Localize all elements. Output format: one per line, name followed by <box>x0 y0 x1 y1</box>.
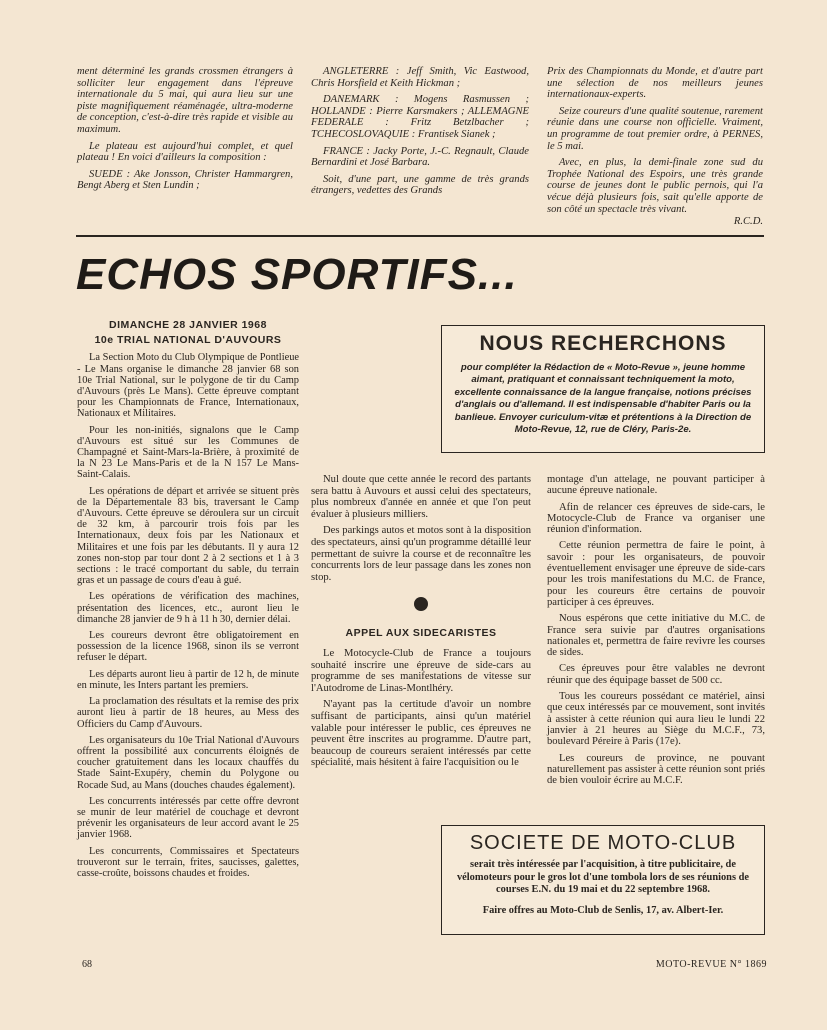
moto-club-ad-title: SOCIETE DE MOTO-CLUB <box>469 832 737 854</box>
paragraph: Les coureurs devront être obligatoirement en possession de la licence 1968, sinon ils se verront refuser le départ. <box>77 630 299 664</box>
paragraph: Prix des Championnats du Monde, et d'autre part une sélection de nos meilleurs jeunes internationaux-experts. <box>547 66 763 101</box>
paragraph: montage d'un attelage, ne pouvant participer à aucune épreuve nationale. <box>547 474 765 497</box>
job-ad-title: NOUS RECHERCHONS <box>479 332 727 355</box>
paragraph: Seize coureurs d'une qualité soutenue, rarement réunie dans une course non officielle. Vraiment, un programme de tout premier ordre, à PERNES, le 5 mai. <box>547 105 763 152</box>
paragraph: Les organisateurs du 10e Trial National d'Auvours offrent la possibilité aux concurrents éloignés de coucher gratuitement dans les locaux chauffés du Stade Saint-Exupéry, chemin du Polygone ou Rocade Sud, au Mans (douches chaudes également). <box>77 734 299 791</box>
job-ad-box <box>441 325 765 453</box>
paragraph: Soit, d'une part, une gamme de très grands étrangers, vedettes des Grands <box>311 173 529 197</box>
paragraph: Le Motocycle-Club de France a toujours souhaité inscrire une épreuve de side-cars au programme de ses manifestations de vitesse sur l'Autodrome de Linas-Montlhéry. <box>311 647 531 694</box>
paragraph: Le plateau est aujourd'hui complet, et quel plateau ! En voici d'ailleurs la composition : <box>77 140 293 164</box>
page-number: 68 <box>82 959 92 970</box>
paragraph: Cette réunion permettra de faire le point, à savoir : pour les organisateurs, de pouvoir éventuellement envisager une épreuve de side-cars pour les trois manifestations du M.C. de France, pour les coureurs être certains de pouvoir participer à ces épreuves. <box>547 540 765 608</box>
top-column-2 <box>311 66 529 202</box>
paragraph: Les opérations de vérification des machines, présentation des licences, etc., auront lieu le dimanche 28 janvier de 9 h à 11 h 30, dernier délai. <box>77 591 299 625</box>
right-column <box>547 474 765 791</box>
paragraph: ANGLETERRE : Jeff Smith, Vic Eastwood, Chris Horsfield et Keith Hickman ; <box>311 66 529 89</box>
paragraph: Les concurrents intéressés par cette offre devront se munir de leur matériel de couchage et devront prévenir les organisateurs de leur accord avant le 25 janvier 1968. <box>77 795 299 841</box>
paragraph: N'ayant pas la certitude d'avoir un nombre suffisant de participants, ainsi qu'un matériel valable pour intéresser le public, ces épreuves ne peuvent être inscrites au programme. D'autre part, beaucoup de coureurs seraient intéressés par cette spécialité, mais hésitent à faire l'acquisition ou le <box>311 699 531 769</box>
paragraph: Des parkings autos et motos sont à la disposition des spectateurs, ainsi qu'un programme détaillé leur permettant de suivre la course et de reconnaître les concurrents lors de leur passage dans les zones non stop. <box>311 525 531 583</box>
paragraph: Nul doute que cette année le record des partants sera battu à Auvours et aussi celui des spectateurs, plus nombreux d'année en année et que l'on peut évaluer à plusieurs milliers. <box>311 474 531 520</box>
paragraph: Les opérations de départ et arrivée se situent près de la Départementale 83 bis, traversant le Camp d'Auvours. Cette épreuve se déroulera sur un circuit de 32 km, à parcourir trois fois par les Internationaux, deux fois par les Nationaux et Militaires et une fois par les débutants. Il y aura 12 zones non-stop par tour dont 2 à 2 sections et 1 à 3 sections : le tracé comportant du sable, du terrain gras et un passage de cours d'eau à gué. <box>77 485 299 587</box>
paragraph: SUEDE : Ake Jonsson, Christer Hammargren, Bengt Aberg et Sten Lundin ; <box>77 168 293 192</box>
paragraph: Pour les non-initiés, signalons que le Camp d'Auvours est situé sur les Communes de Champagné et Saint-Mars-la-Brière, à proximité de la N 23 Le Mans-Paris et de la N 157 Le Mans-Saint-Calais. <box>77 424 299 481</box>
article-title: 10e TRIAL NATIONAL D'AUVOURS <box>94 334 282 347</box>
paragraph: Les concurrents, Commissaires et Spectateurs trouveront sur le terrain, frites, saucisses, galettes, casse-croûte, boissons chaudes et froides. <box>77 845 299 879</box>
paragraph: ment déterminé les grands crossmen étrangers à solliciter leur engagement dans l'épreuve internationale du 5 mai, qui aura lieu sur une piste magnifiquement réaménagée, ultra-moderne de conception, c'est-à-dire très rapide et visible au maximum. <box>77 66 293 135</box>
paragraph: Les départs auront lieu à partir de 12 h, de minute en minute, les Inters partant les premiers. <box>77 668 299 691</box>
author-signature: R.C.D. <box>733 216 763 228</box>
paragraph: DANEMARK : Mogens Rasmussen ; HOLLANDE : Pierre Karsmakers ; ALLEMAGNE FEDERALE : Fritz Betzlbacher ; TCHECOSLOVAQUIE : Frantisek Sianek ; <box>311 94 529 140</box>
top-column-1 <box>77 66 293 197</box>
trial-article <box>77 320 299 884</box>
paragraph: Tous les coureurs possédant ce matériel, ainsi que ceux intéressés par ce mouvement, sont invités à assister à cette réunion qui aura lieu le lundi 22 janvier à 21 heures au Siège du M.C.F., 73, boulevard Péreire à Paris (17e). <box>547 691 765 748</box>
job-ad-body: pour compléter la Rédaction de « Moto-Revue », jeune homme aimant, pratiquant et connaissant techniquement la moto, excellente connaissance de la langue française, notions précises d'anglais ou d'allemand. Il est indispensable d'habiter Paris ou la banlieue. Envoyer curiculum-vitæ et prétentions à la Direction de Moto-Revue, 12, rue de Cléry, Paris-2e. <box>454 362 752 436</box>
separator-ornament <box>311 597 531 616</box>
article-date: DIMANCHE 28 JANVIER 1968 <box>109 319 267 331</box>
magazine-issue: MOTO-REVUE N° 1869 <box>655 959 767 970</box>
paragraph: Nous espérons que cette initiative du M.C. de France sera suivie par d'autres organisations nationales et, permettra de faire revivre les courses de sides. <box>547 613 765 659</box>
section-headline: ECHOS SPORTIFS... <box>76 250 518 299</box>
paragraph: FRANCE : Jacky Porte, J.-C. Regnault, Claude Bernardini et José Barbara. <box>311 145 529 169</box>
paragraph: Les coureurs de province, ne pouvant naturellement pas assister à cette réunion sont priés de bien vouloir écrire au M.C.F. <box>547 752 765 787</box>
appel-title: APPEL AUX SIDECARISTES <box>345 627 497 640</box>
moto-club-ad-footer: Faire offres au Moto-Club de Senlis, 17, av. Albert-Ier. <box>482 904 724 916</box>
moto-club-ad-box <box>441 825 765 935</box>
paragraph: La proclamation des résultats et la remise des prix auront lieu à partir de 18 heures, au Mess des Officiers du Camp d'Auvours. <box>77 696 299 730</box>
ornament-icon <box>414 597 428 611</box>
paragraph: Avec, en plus, la demi-finale zone sud du Trophée National des Espoirs, une très grande course de jeunes dont le public pernois, qui l'a vécue déjà plusieurs fois, sait qu'elle apporte de son côté un spectacle très vivant. <box>547 157 763 215</box>
moto-club-ad-body: serait très intéressée par l'acquisition, à titre publicitaire, de vélomoteurs pour le gros lot d'une tombola lors de ses réunions de courses E.N. du 19 mai et du 22 septembre 1968. <box>456 859 749 896</box>
section-divider <box>76 235 764 237</box>
middle-column <box>311 474 531 774</box>
paragraph: Ces épreuves pour être valables ne devront réunir que des équipage basset de 500 cc. <box>547 663 765 686</box>
top-column-3 <box>547 66 763 228</box>
paragraph: La Section Moto du Club Olympique de Pontlieue - Le Mans organise le dimanche 28 janvier 68 son 10e Trial National, sur le polygone de tir du Camp d'Auvours (près Le Mans). Cette épreuve comptant pour les Championnats de France, Internationaux, Nationaux et Militaires. <box>77 352 299 420</box>
paragraph: Afin de relancer ces épreuves de side-cars, le Motocycle-Club de France va organiser une réunion d'information. <box>547 501 765 536</box>
